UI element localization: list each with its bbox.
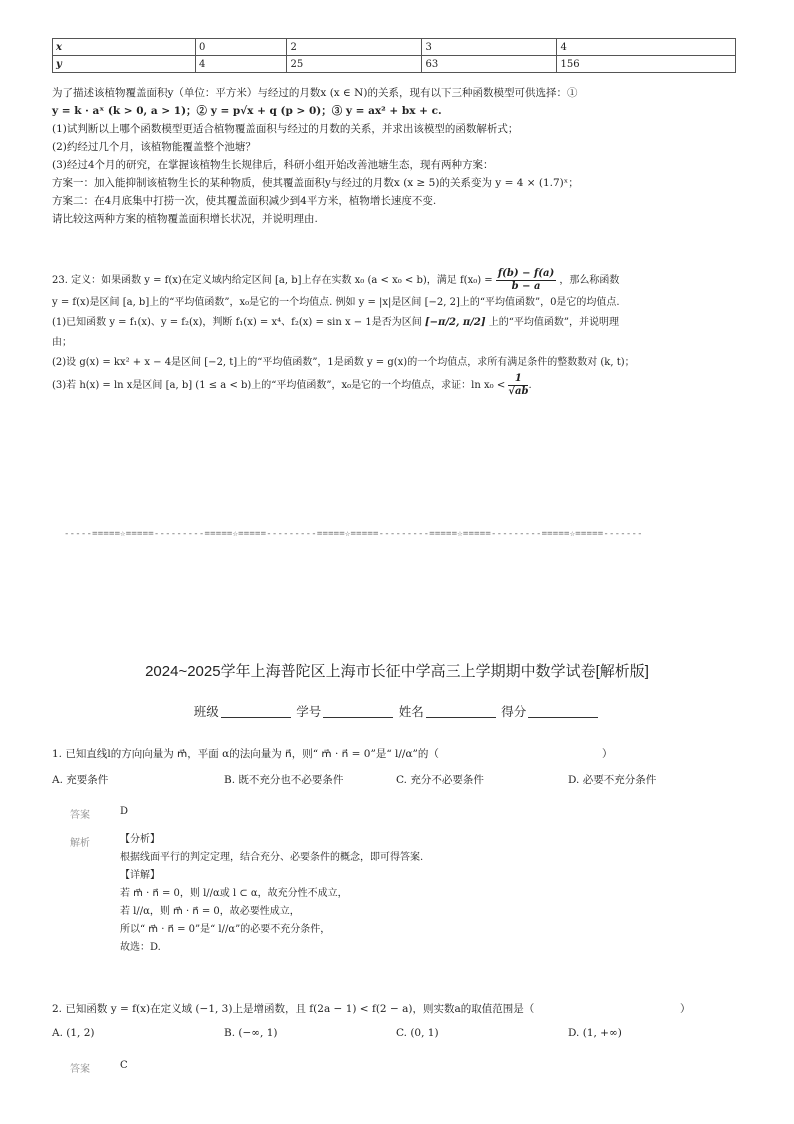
analysis-line: 【分析】 bbox=[120, 834, 160, 845]
table-row bbox=[53, 56, 736, 73]
q23-text: (1)已知函数 y = f₁(x)、y = f₂(x)，判断 f₁(x) = x⁴、f₂(x) = sin x − 1是否为区间 bbox=[52, 317, 422, 328]
fraction bbox=[496, 268, 556, 293]
fraction-numerator: 1 bbox=[508, 373, 528, 386]
option-c: C. 充分不必要条件 bbox=[396, 774, 484, 786]
student-info-fields bbox=[0, 702, 794, 720]
question-2-stem bbox=[52, 1001, 752, 1016]
table-cell: 0 bbox=[196, 39, 287, 56]
field-label: 姓名 bbox=[398, 705, 424, 719]
score-blank bbox=[528, 717, 598, 718]
question-text: 1. 已知直线l的方向向量为 m⃗，平面 α的法向量为 n⃗，则“ m⃗ · n⃗ = 0”是“ l//α”的（ bbox=[52, 748, 439, 760]
section-separator: -----=====☆=====---------=====☆=====---------=====☆=====---------=====☆=====---------=====☆=====------- bbox=[64, 529, 643, 539]
q22-line: (2)约经过几个月，该植物能覆盖整个池塘？ bbox=[52, 141, 256, 153]
fraction-denominator: b − a bbox=[511, 281, 541, 292]
answer-value: C bbox=[120, 1060, 128, 1071]
q22-line: 方案二：在4月底集中打捞一次，使其覆盖面积减少到4平方米，植物增长速度不变. bbox=[52, 195, 437, 207]
class-blank bbox=[221, 717, 291, 718]
analysis-line: 【详解】 bbox=[120, 870, 160, 881]
q23-line bbox=[52, 268, 752, 293]
option-c: C. (0, 1) bbox=[396, 1027, 439, 1039]
fraction-denominator: √ab bbox=[508, 386, 529, 397]
table-row bbox=[53, 39, 736, 56]
field-label: 得分 bbox=[501, 705, 527, 719]
analysis-body bbox=[120, 831, 423, 957]
analysis-line: 若 m⃗ · n⃗ = 0，则 l//α或 l ⊂ α，故充分性不成立， bbox=[120, 888, 348, 899]
paren-close: ） bbox=[680, 1003, 691, 1015]
interval: [−π/2, π/2] bbox=[424, 317, 486, 328]
data-table bbox=[52, 38, 736, 73]
field-label: 班级 bbox=[193, 705, 219, 719]
q23-text: 上的“平均值函数”，并说明理 bbox=[488, 317, 619, 328]
q22-line: y = k · aˣ (k > 0, a > 1)；② y = p√x + q (p > 0)；③ y = ax² + bx + c. bbox=[52, 105, 442, 117]
row-header: x bbox=[53, 39, 196, 56]
q23-text: 23. 定义：如果函数 y = f(x)在定义域内给定区间 [a, b]上存在实数 x₀ (a < x₀ < b)，满足 f(x₀) = bbox=[52, 275, 493, 286]
option-a: A. (1, 2) bbox=[52, 1027, 95, 1039]
table-cell: 156 bbox=[557, 56, 736, 73]
table-cell: 4 bbox=[557, 39, 736, 56]
option-a: A. 充要条件 bbox=[52, 774, 109, 786]
field-label: 学号 bbox=[296, 705, 322, 719]
q23-line: (2)设 g(x) = kx² + x − 4是区间 [−2, t]上的“平均值函数”，1是函数 y = g(x)的一个均值点，求所有满足条件的整数数对 (k, t)； bbox=[52, 357, 635, 368]
table-cell: 63 bbox=[422, 56, 557, 73]
analysis-line: 故选：D. bbox=[120, 942, 161, 953]
analysis-line: 根据线面平行的判定定理，结合充分、必要条件的概念，即可得答案. bbox=[120, 852, 424, 863]
q22-line: (1)试判断以上哪个函数模型更适合植物覆盖面积与经过的月数的关系，并求出该模型的函数解析式； bbox=[52, 123, 519, 135]
q23-line bbox=[52, 313, 752, 333]
q22-line: 请比较这两种方案的植物覆盖面积增长状况，并说明理由. bbox=[52, 213, 318, 225]
q23-text: ，那么称函数 bbox=[559, 275, 620, 286]
period: . bbox=[528, 380, 532, 391]
answer-value: D bbox=[120, 806, 129, 817]
answer-label: 答案 bbox=[70, 810, 90, 821]
table-cell: 4 bbox=[196, 56, 287, 73]
option-d: D. (1, +∞) bbox=[568, 1027, 622, 1039]
paren-close: ） bbox=[602, 748, 613, 760]
analysis-line: 若 l//α，则 m⃗ · n⃗ = 0，故必要性成立， bbox=[120, 906, 300, 917]
row-header: y bbox=[53, 56, 196, 73]
question-text: 2. 已知函数 y = f(x)在定义域 (−1, 3)上是增函数，且 f(2a − 1) < f(2 − a)，则实数a的取值范围是（ bbox=[52, 1003, 535, 1015]
q23-line bbox=[52, 373, 752, 398]
name-blank bbox=[426, 717, 496, 718]
table-cell: 2 bbox=[287, 39, 422, 56]
answer-label: 答案 bbox=[70, 1064, 90, 1075]
q23-text: (3)若 h(x) = ln x是区间 [a, b] (1 ≤ a < b)上的“平均值函数”，x₀是它的一个均值点，求证：ln x₀ < bbox=[52, 380, 506, 391]
analysis-label: 解析 bbox=[70, 838, 90, 849]
table-cell: 3 bbox=[422, 39, 557, 56]
option-b: B. (−∞, 1) bbox=[224, 1027, 278, 1039]
q22-line: 为了描述该植物覆盖面积y（单位：平方米）与经过的月数x (x ∈ N)的关系，现有以下三种函数模型可供选择：① bbox=[52, 87, 578, 99]
q23-line: y = f(x)是区间 [a, b]上的“平均值函数”，x₀是它的一个均值点. 例如 y = |x|是区间 [−2, 2]上的“平均值函数”，0是它的均值点. bbox=[52, 297, 620, 308]
analysis-line: 所以“ m⃗ · n⃗ = 0”是“ l//α”的必要不充分条件， bbox=[120, 924, 331, 935]
option-b: B. 既不充分也不必要条件 bbox=[224, 774, 344, 786]
table-cell: 25 bbox=[287, 56, 422, 73]
fraction bbox=[508, 373, 528, 398]
question-22-body bbox=[52, 84, 752, 228]
q23-line: 由； bbox=[52, 337, 72, 348]
q22-line: 方案一：加入能抑制该植物生长的某种物质，使其覆盖面积y与经过的月数x (x ≥ 5)的关系变为 y = 4 × (1.7)ˣ； bbox=[52, 177, 579, 189]
q22-line: (3)经过4个月的研究，在掌握该植物生长规律后，科研小组开始改善池塘生态，现有两种方案： bbox=[52, 159, 494, 171]
question-1-stem bbox=[52, 746, 752, 761]
student-id-blank bbox=[323, 717, 393, 718]
fraction-numerator: f(b) − f(a) bbox=[497, 268, 555, 279]
option-d: D. 必要不充分条件 bbox=[568, 774, 657, 786]
question-23-body bbox=[52, 268, 752, 398]
page-title: 2024~2025学年上海普陀区上海市长征中学高三上学期期中数学试卷[解析版] bbox=[145, 663, 649, 680]
